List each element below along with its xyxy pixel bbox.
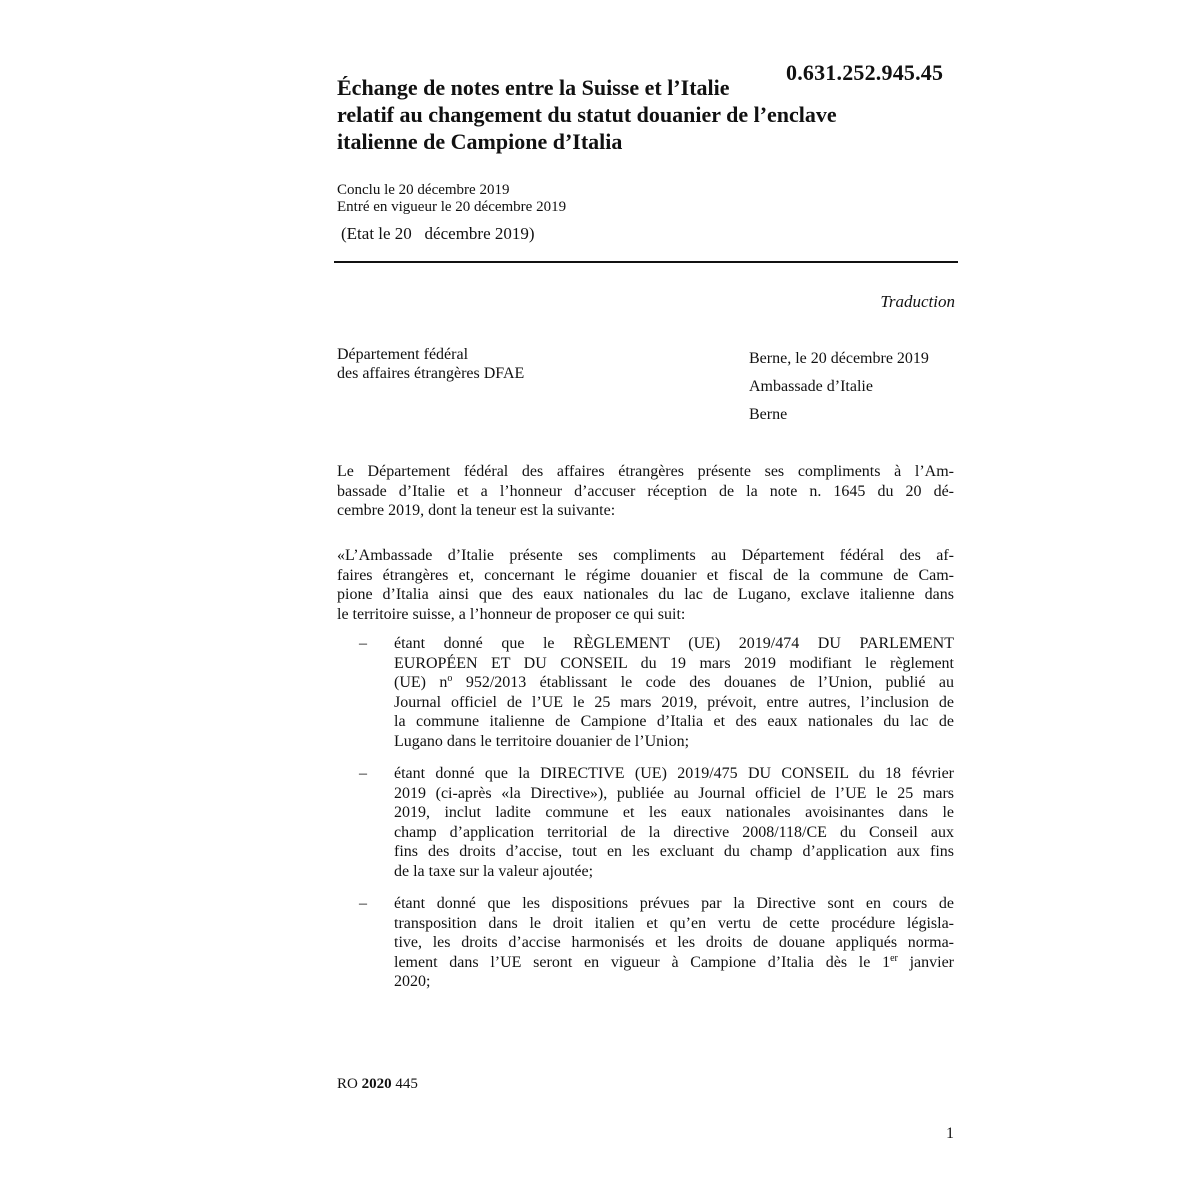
list-item (337, 894, 954, 992)
recipient-line: Ambassade d’Italie (749, 378, 873, 395)
list-line: 2020; (394, 973, 431, 990)
entry-into-force-date: Entré en vigueur le 20 décembre 2019 (337, 199, 567, 215)
paragraph-line: pione d’Italia ainsi que des eaux nationales du lac de Lugano, exclave italienne dans (337, 586, 954, 603)
list-text: lement dans l’UE seront en vigueur à Campione d’Italia dès le 1 (394, 953, 891, 971)
paragraph-line: cembre 2019, dont la teneur est la suivante: (337, 502, 616, 519)
list-line: Lugano dans le territoire douanier de l’Union; (394, 732, 690, 750)
list-line: tive, les droits d’accise harmonisés et les droits de douane appliqués norma- (394, 934, 954, 951)
list-line (394, 673, 954, 693)
state-date: (Etat le 20 décembre 2019) (341, 224, 535, 243)
document-title (337, 74, 937, 155)
quoted-note-paragraph (337, 546, 954, 624)
ro-page: 445 (391, 1076, 418, 1092)
list-dash: – (359, 895, 367, 912)
official-compilation-reference (337, 1076, 418, 1093)
list-line: champ d’application territorial de la directive 2008/118/CE du Conseil aux (394, 823, 954, 841)
superscript: er (890, 952, 898, 964)
sender-line: Département fédéral (337, 346, 469, 363)
paragraph-line: le territoire suisse, a l’honneur de proposer ce qui suit: (337, 605, 686, 623)
recipient-block (749, 345, 929, 429)
recipient-line: Berne, le 20 décembre 2019 (749, 350, 929, 367)
title-line: relatif au changement du statut douanier de l’enclave (337, 102, 837, 127)
paragraph-line: bassade d’Italie et a l’honneur d’accuser réception de la note n. 1645 du 20 dé- (337, 482, 954, 500)
title-line: italienne de Campione d’Italia (337, 129, 623, 154)
paragraph-line: «L’Ambassade d’Italie présente ses compliments au Département fédéral des af- (337, 547, 954, 564)
list-line: EUROPÉEN ET DU CONSEIL du 19 mars 2019 modifiant le règlement (394, 654, 954, 672)
paragraph-line: Le Département fédéral des affaires étrangères présente ses compliments à l’Am- (337, 463, 954, 480)
sender-block (337, 345, 524, 383)
recipient-line: Berne (749, 406, 788, 423)
list-line: étant donné que les dispositions prévues par la Directive sont en cours de (394, 895, 954, 912)
list-dash: – (359, 765, 367, 782)
considerations-list-item-2 (337, 764, 954, 889)
considerations-list-item-3 (337, 894, 954, 1000)
header-divider (334, 261, 958, 263)
paragraph-line: faires étrangères et, concernant le régime douanier et fiscal de la commune de Cam- (337, 566, 954, 584)
translation-label: Traduction (880, 292, 955, 311)
sender-line: des affaires étrangères DFAE (337, 365, 525, 382)
superscript: o (447, 673, 453, 684)
ro-prefix: RO (337, 1076, 362, 1092)
list-line (394, 953, 954, 973)
list-item (337, 764, 954, 881)
list-line: fins des droits d’accise, tout en les excluant du champ d’application aux fins (394, 843, 954, 860)
list-line: la commune italienne de Campione d’Italia et des eaux nationales du lac de (394, 713, 954, 730)
list-line: transposition dans le droit italien et qu’en vertu de cette procédure législa- (394, 914, 954, 932)
concluded-date: Conclu le 20 décembre 2019 (337, 182, 510, 198)
list-line: 2019, inclut ladite commune et les eaux nationales avoisinantes dans le (394, 804, 954, 821)
list-dash: – (359, 635, 367, 652)
list-text: (UE) n (394, 674, 448, 691)
list-line: 2019 (ci-après «la Directive»), publiée au Journal officiel de l’UE le 25 mars (394, 784, 954, 802)
title-line: Échange de notes entre la Suisse et l’Italie (337, 75, 730, 100)
page-number: 1 (946, 1125, 954, 1142)
list-text: 952/2013 établissant le code des douanes de l’Union, publié au (452, 674, 955, 691)
intro-paragraph (337, 462, 954, 521)
considerations-list-item-1 (337, 634, 954, 759)
list-line: étant donné que le RÈGLEMENT (UE) 2019/474 DU PARLEMENT (394, 635, 954, 652)
ro-year: 2020 (361, 1076, 392, 1092)
list-line: étant donné que la DIRECTIVE (UE) 2019/475 DU CONSEIL du 18 février (394, 765, 954, 782)
list-text: janvier (897, 953, 954, 971)
sr-number: 0.631.252.945.45 (786, 60, 944, 85)
list-item (337, 634, 954, 751)
list-line: Journal officiel de l’UE le 25 mars 2019, prévoit, entre autres, l’inclusion de (394, 693, 954, 711)
list-line: de la taxe sur la valeur ajoutée; (394, 862, 594, 880)
